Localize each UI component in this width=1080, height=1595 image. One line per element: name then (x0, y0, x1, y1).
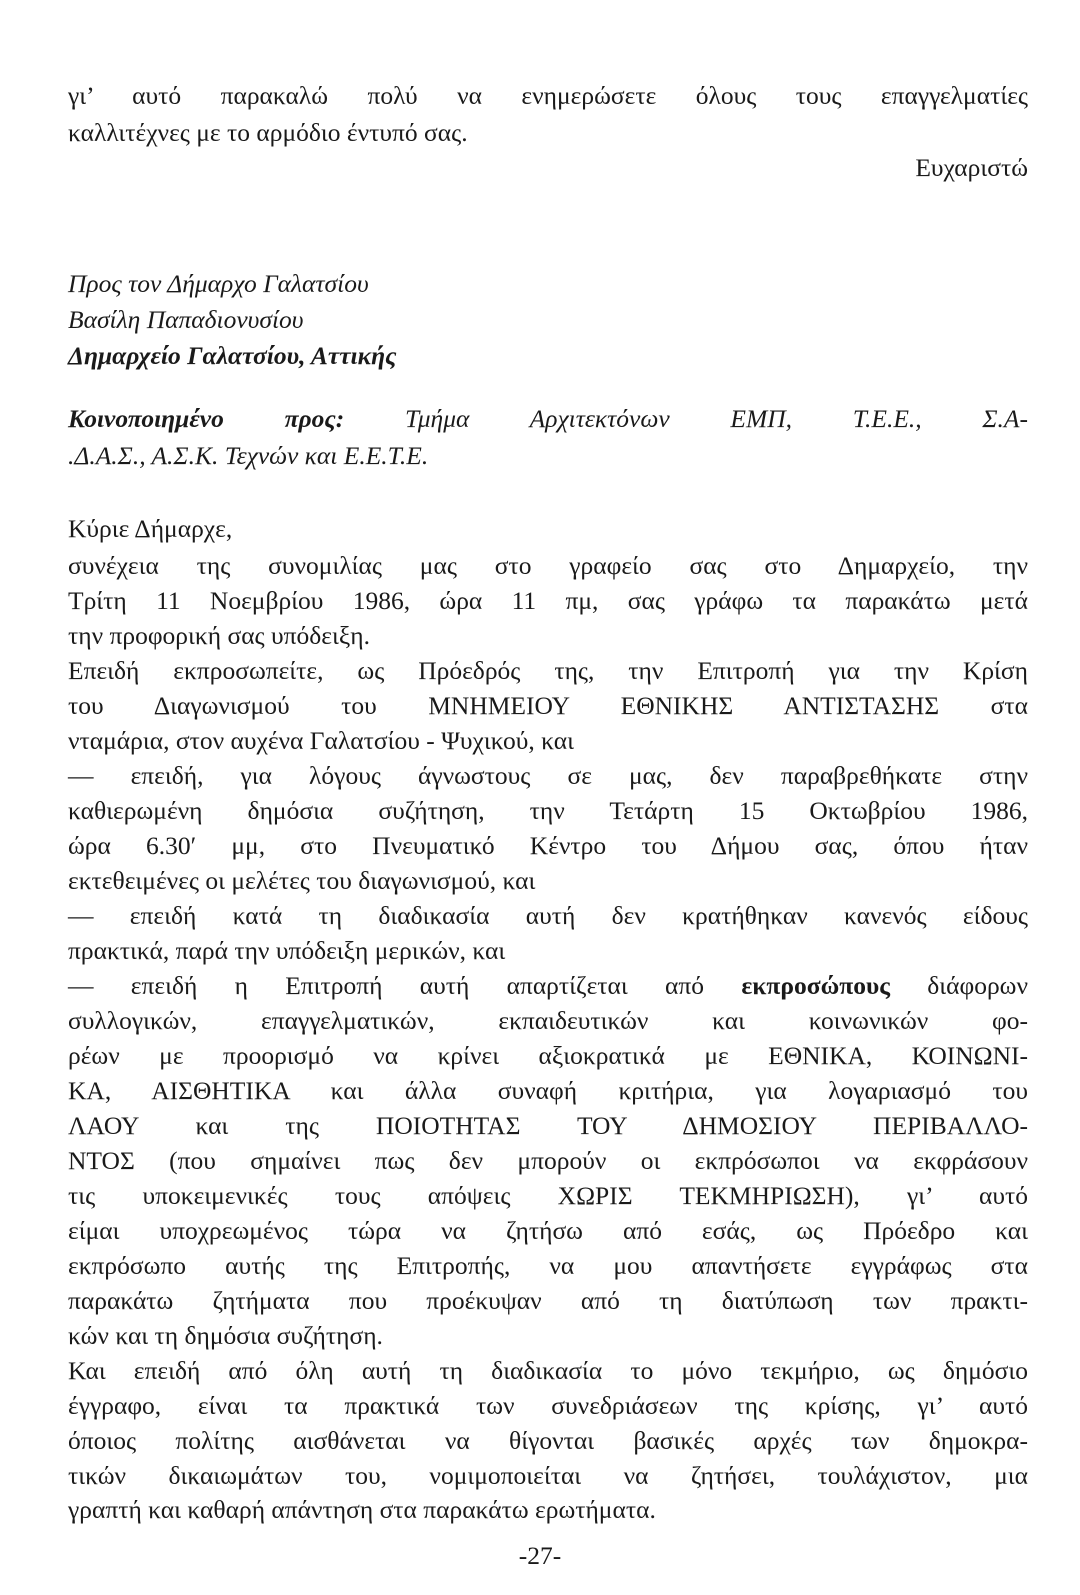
text-line: πρακτικά, παρά την υπόδειξη μερικών, και (68, 936, 506, 965)
text-line: εκτεθειμένες οι μελέτες του διαγωνισμού, και (68, 866, 536, 895)
text-span: διάφορων (889, 971, 1028, 1000)
text-line: ώρα 6.30′ μμ, στο Πνευματικό Κέντρο του Δήμου σας, όπου ήταν (68, 831, 1028, 860)
text-line: εκπρόσωπο αυτής της Επιτροπής, να μου απαντήσετε εγγράφως στα (68, 1251, 1028, 1280)
recipient-line: Δημαρχείο Γαλατσίου, Αττικής (68, 341, 397, 370)
text-line: όποιος πολίτης αισθάνεται να θίγονται βασικές αρχές των δημοκρα- (68, 1426, 1028, 1455)
text-line: ΚΑ, ΑΙΣΘΗΤΙΚΑ και άλλα συναφή κριτήρια, για λογαριασμό του (68, 1076, 1028, 1105)
recipient-line: Βασίλη Παπαδιονυσίου (68, 305, 304, 334)
page-number: -27- (518, 1541, 562, 1570)
text-line (68, 970, 1028, 1002)
text-line: Επειδή εκπροσωπείτε, ως Πρόεδρός της, την Επιτροπή για την Κρίση (68, 656, 1028, 685)
text-line: την προφορική σας υπόδειξη. (68, 621, 370, 650)
text-line: — επειδή, για λόγους άγνωστους σε μας, δεν παραβρεθήκατε στην (68, 761, 1028, 790)
text-line: τικών δικαιωμάτων του, νομιμοποιείται να ζητήσει, τουλάχιστον, μια (68, 1461, 1028, 1490)
recipient-line: Προς τον Δήμαρχο Γαλατσίου (68, 269, 369, 298)
text-line: καλλιτέχνες με το αρμόδιο έντυπό σας. (68, 118, 468, 147)
text-line: είμαι υποχρεωμένος τώρα να ζητήσω από εσάς, ως Πρόεδρο και (68, 1216, 1028, 1245)
text-line: ΝΤΟΣ (που σημαίνει πως δεν μπορούν οι εκπρόσωποι να εκφράσουν (68, 1146, 1028, 1175)
text-line: συνέχεια της συνομιλίας μας στο γραφείο σας στο Δημαρχείο, την (68, 551, 1028, 580)
cc-line (68, 403, 1028, 435)
text-line: γραπτή και καθαρή απάντηση στα παρακάτω ερωτήματα. (68, 1495, 656, 1524)
closing-thanks: Ευχαριστώ (915, 153, 1028, 182)
cc-label: Κοινοποιημένο προς: (68, 404, 345, 433)
text-line: του Διαγωνισμού του ΜΝΗΜΕΙΟΥ ΕΘΝΙΚΗΣ ΑΝΤΙΣΤΑΣΗΣ στα (68, 691, 1028, 720)
text-line: κών και τη δημόσια συζήτηση. (68, 1321, 383, 1350)
text-line: νταμάρια, στον αυχένα Γαλατσίου - Ψυχικού, και (68, 726, 574, 755)
text-line: συλλογικών, επαγγελματικών, εκπαιδευτικών και κοινωνικών φο- (68, 1006, 1028, 1035)
text-line: γι’ αυτό παρακαλώ πολύ να ενημερώσετε όλους τους επαγγελματίες (68, 81, 1028, 110)
text-line: — επειδή κατά τη διαδικασία αυτή δεν κρατήθηκαν κανενός είδους (68, 901, 1028, 930)
cc-line: .Δ.Α.Σ., Α.Σ.Κ. Τεχνών και Ε.Ε.Τ.Ε. (68, 441, 429, 470)
text-line: Και επειδή από όλη αυτή τη διαδικασία το μόνο τεκμήριο, ως δημόσιο (68, 1356, 1028, 1385)
text-span: — επειδή η Επιτροπή αυτή απαρτίζεται από (68, 971, 742, 1000)
cc-recipients: Τμήμα Αρχιτεκτόνων ΕΜΠ, Τ.Ε.Ε., Σ.Α- (344, 404, 1028, 433)
text-line: καθιερωμένη δημόσια συζήτηση, την Τετάρτη 15 Οκτωβρίου 1986, (68, 796, 1028, 825)
text-line: ρέων με προορισμό να κρίνει αξιοκρατικά με ΕΘΝΙΚΑ, ΚΟΙΝΩΝΙ- (68, 1041, 1028, 1070)
text-line: παρακάτω ζητήματα που προέκυψαν από τη διατύπωση των πρακτι- (68, 1286, 1028, 1315)
text-line: ΛΑΟΥ και της ΠΟΙΟΤΗΤΑΣ ΤΟΥ ΔΗΜΟΣΙΟΥ ΠΕΡΙΒΑΛΛΟ- (68, 1111, 1028, 1140)
bold-emphasis: εκπροσώπους (741, 971, 890, 1000)
text-line: τις υποκειμενικές τους απόψεις ΧΩΡΙΣ ΤΕΚΜΗΡΙΩΣΗ), γι’ αυτό (68, 1181, 1028, 1210)
text-line: έγγραφο, είναι τα πρακτικά των συνεδριάσεων της κρίσης, γι’ αυτό (68, 1391, 1028, 1420)
text-line: Τρίτη 11 Νοεμβρίου 1986, ώρα 11 πμ, σας γράφω τα παρακάτω μετά (68, 586, 1028, 615)
salutation: Κύριε Δήμαρχε, (68, 514, 233, 543)
